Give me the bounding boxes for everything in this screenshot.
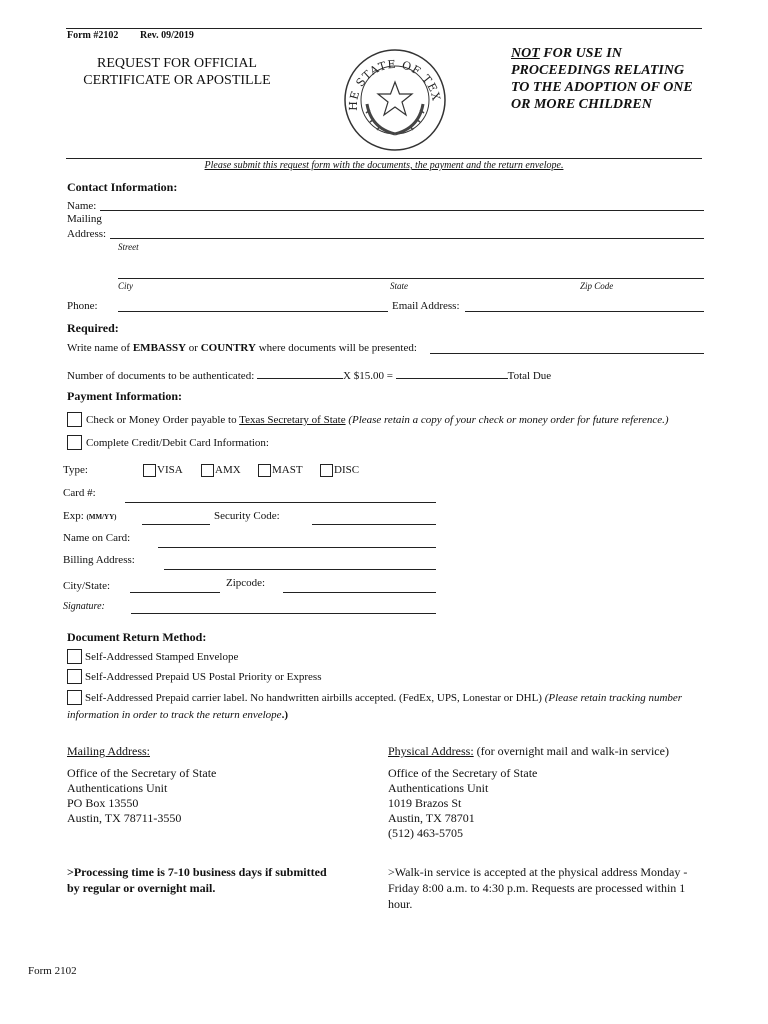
billing-address-field[interactable] xyxy=(164,569,436,570)
required-heading: Required: xyxy=(67,321,119,335)
svg-text:THE STATE OF TEXAS: HE STATE OF TEX xyxy=(346,57,443,111)
return-option-3-note: information in order to track the return envelope.) xyxy=(67,709,288,721)
page-title: REQUEST FOR OFFICIAL CERTIFICATE OR APOSTILLE xyxy=(83,56,271,88)
return-method-heading: Document Return Method: xyxy=(67,630,207,644)
zipcode-field[interactable] xyxy=(283,592,436,593)
form-revision: Rev. 09/2019 xyxy=(140,30,194,41)
return-option-3-label: Self-Addressed Prepaid carrier label. No handwritten airbills accepted. (FedEx, UPS, Lonestar or DHL) (Please retain tracking number xyxy=(85,692,683,704)
signature-label: Signature: xyxy=(63,601,105,612)
mailing-address-title: Mailing Address: xyxy=(67,744,150,758)
card-number-field[interactable] xyxy=(125,502,436,503)
billing-address-label: Billing Address: xyxy=(63,554,135,566)
document-count-field[interactable] xyxy=(257,367,343,379)
embassy-label: Write name of EMBASSY or COUNTRY where documents will be presented: xyxy=(67,342,417,354)
disc-label: DISC xyxy=(334,464,360,476)
embassy-field[interactable] xyxy=(430,353,704,354)
card-type-label: Type: xyxy=(63,464,88,476)
security-code-field[interactable] xyxy=(312,524,436,525)
return-option-2-checkbox[interactable] xyxy=(67,669,82,684)
street-field[interactable] xyxy=(110,238,704,239)
return-option-1-checkbox[interactable] xyxy=(67,649,82,664)
card-option-checkbox[interactable] xyxy=(67,435,82,450)
payment-heading: Payment Information: xyxy=(67,389,182,403)
zip-caption: Zip Code xyxy=(580,281,614,291)
amx-label: AMX xyxy=(215,464,241,476)
return-option-1-label: Self-Addressed Stamped Envelope xyxy=(85,651,239,663)
walk-in-service-note: >Walk-in service is accepted at the physical address Monday - Friday 8:00 a.m. to 4:30 p.m. Requests are processed within 1 hour. xyxy=(388,865,688,911)
name-on-card-label: Name on Card: xyxy=(63,532,131,544)
phone-field[interactable] xyxy=(118,311,388,312)
city-state-label: City/State: xyxy=(63,580,111,592)
mast-label: MAST xyxy=(272,464,303,476)
check-option-label: Check or Money Order payable to Texas Secretary of State (Please retain a copy of your check or money order for future reference.) xyxy=(86,414,669,426)
form-number: Form #2102 xyxy=(67,30,119,41)
mast-checkbox[interactable] xyxy=(258,464,271,477)
contact-heading: Contact Information: xyxy=(67,180,178,194)
disc-checkbox[interactable] xyxy=(320,464,333,477)
card-option-label: Complete Credit/Debit Card Information: xyxy=(86,437,269,449)
security-code-label: Security Code: xyxy=(214,510,280,522)
card-number-label: Card #: xyxy=(63,487,96,499)
expiration-label: Exp: (MM/YY) xyxy=(63,510,117,522)
email-field[interactable] xyxy=(465,311,704,312)
footer-form-label: Form 2102 xyxy=(28,965,77,977)
document-count-row: Number of documents to be authenticated: X $15.00 = Total Due xyxy=(67,367,551,382)
address-label: Address: xyxy=(67,228,107,240)
phone-label: Phone: xyxy=(67,300,98,312)
top-rule xyxy=(66,28,702,29)
city-state-field[interactable] xyxy=(130,592,220,593)
submit-instructions: Please submit this request form with the documents, the payment and the return envelope. xyxy=(204,160,564,171)
mailing-address-block: Office of the Secretary of State Authentications Unit PO Box 13550 Austin, TX 78711-3550 xyxy=(67,766,217,825)
expiration-field[interactable] xyxy=(142,524,210,525)
name-on-card-field[interactable] xyxy=(158,547,436,548)
physical-address-title: Physical Address: (for overnight mail and walk-in service) xyxy=(388,744,669,758)
city-state-zip-field[interactable] xyxy=(118,278,704,279)
name-label: Name: xyxy=(67,200,97,212)
street-caption: Street xyxy=(118,242,139,252)
return-option-2-label: Self-Addressed Prepaid US Postal Priority or Express xyxy=(85,671,322,683)
return-option-3-checkbox[interactable] xyxy=(67,690,82,705)
state-caption: State xyxy=(390,281,408,291)
adoption-notice: NOT FOR USE IN PROCEEDINGS RELATING TO THE ADOPTION OF ONE OR MORE CHILDREN xyxy=(511,46,693,112)
zipcode-label: Zipcode: xyxy=(226,577,266,589)
texas-seal-logo xyxy=(343,48,447,152)
signature-field[interactable] xyxy=(131,613,436,614)
physical-address-block: Office of the Secretary of State Authentications Unit 1019 Brazos St Austin, TX 78701 (512) 463-5705 xyxy=(388,766,538,840)
mailing-label: Mailing xyxy=(67,213,102,225)
name-field[interactable] xyxy=(100,210,704,211)
amx-checkbox[interactable] xyxy=(201,464,214,477)
header-rule xyxy=(66,158,702,159)
check-option-checkbox[interactable] xyxy=(67,412,82,427)
city-caption: City xyxy=(118,281,133,291)
processing-time-note: >Processing time is 7-10 business days if submitted by regular or overnight mail. xyxy=(67,865,327,895)
total-due-field[interactable] xyxy=(396,367,508,379)
email-label: Email Address: xyxy=(392,300,460,312)
visa-checkbox[interactable] xyxy=(143,464,156,477)
visa-label: VISA xyxy=(157,464,183,476)
